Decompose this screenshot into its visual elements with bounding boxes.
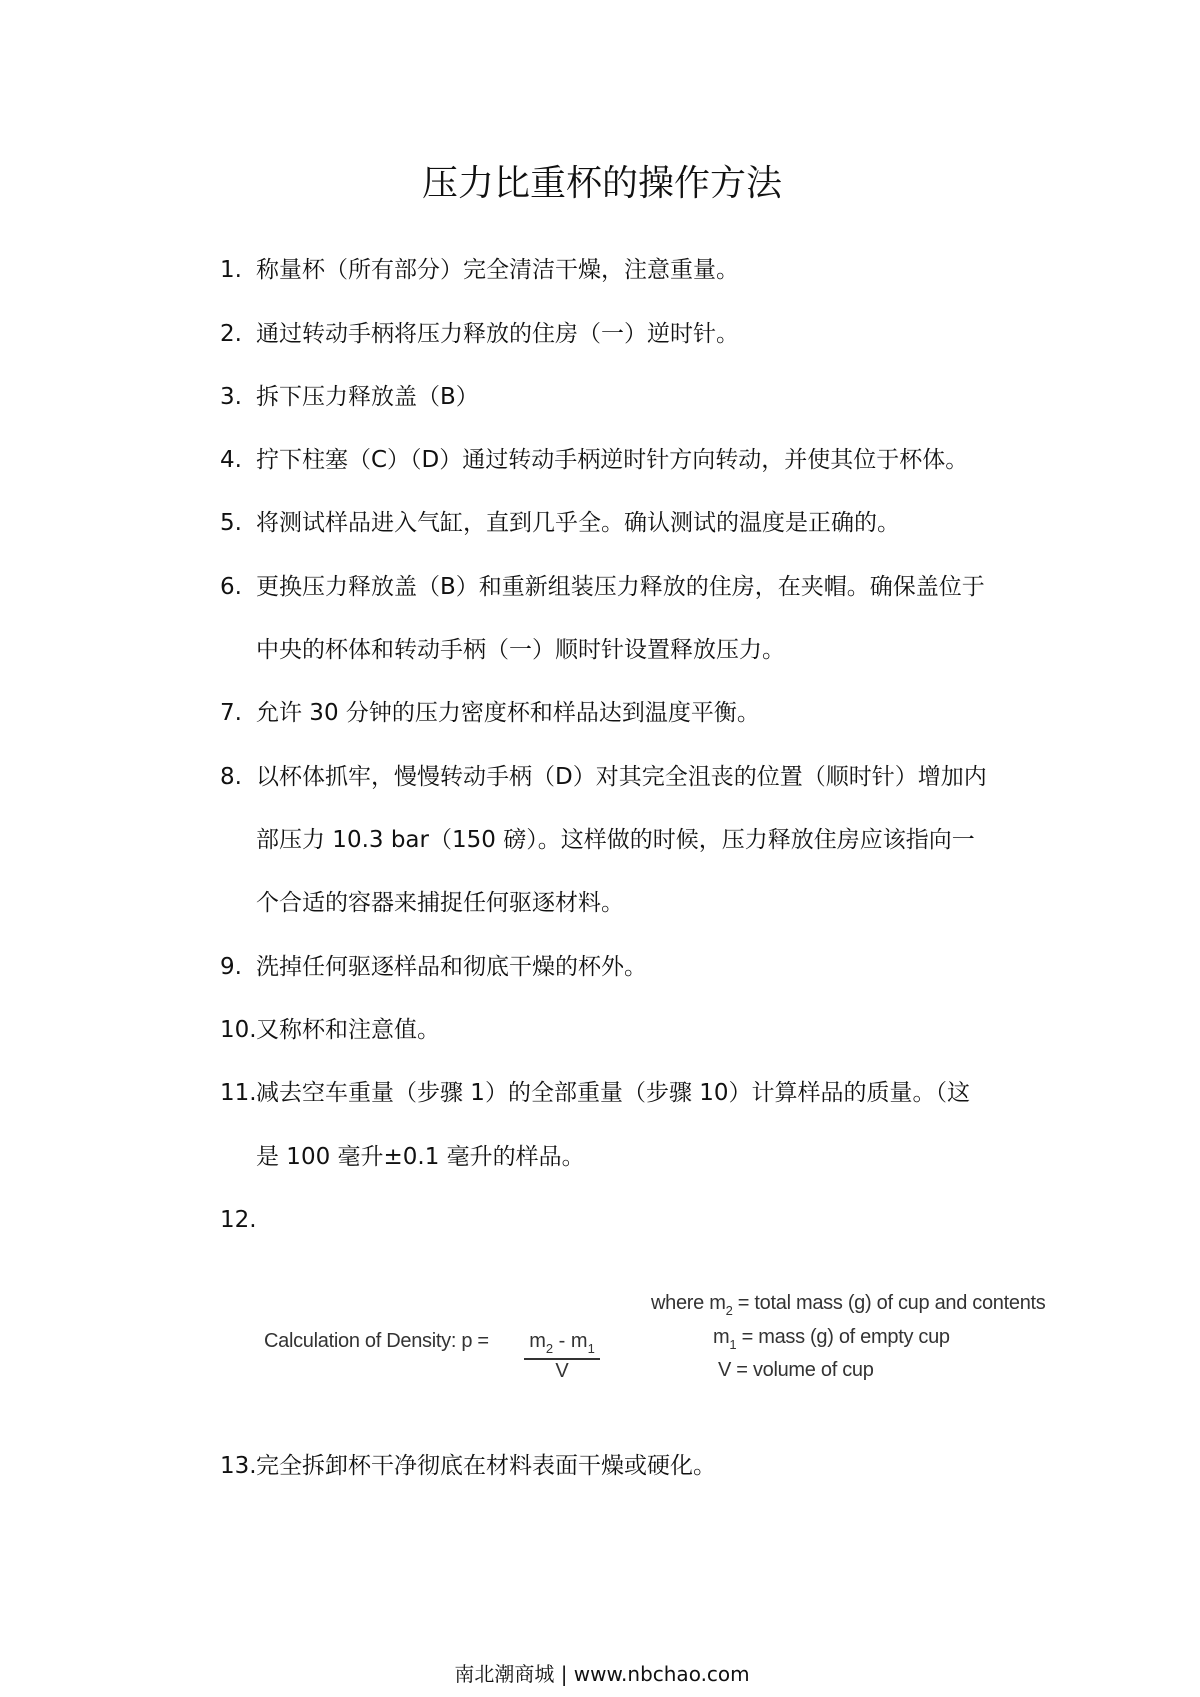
step-number: 12. — [220, 1207, 257, 1233]
step-item — [220, 1015, 440, 1045]
step-item — [220, 1451, 716, 1481]
step-number: 2. — [220, 321, 242, 347]
formula-fraction — [524, 1330, 600, 1383]
step-text: 称量杯（所有部分）完全清洁干燥，注意重量。 — [256, 257, 739, 283]
step-item — [220, 952, 647, 982]
step-number: 1. — [220, 257, 242, 283]
step-text: 是 100 毫升±0.1 毫升的样品。 — [256, 1144, 585, 1170]
step-item — [220, 698, 760, 728]
step-text: 拧下柱塞（C）（D）通过转动手柄逆时针方向转动，并使其位于杯体。 — [256, 447, 969, 473]
step-text: 完全拆卸杯干净彻底在材料表面干燥或硬化。 — [256, 1453, 716, 1479]
formula-m1: $m_1$ = mass (g) of empty cup — [713, 1326, 950, 1352]
step-item — [220, 1205, 256, 1235]
step-item — [220, 382, 479, 412]
footer: 南北潮商城 | www.nbchao.com — [454, 1662, 750, 1686]
step-text: 以杯体抓牢，慢慢转动手柄（D）对其完全沮丧的位置（顺时针）增加内 — [256, 764, 987, 790]
step-item — [220, 255, 739, 285]
step-text: 更换压力释放盖（B）和重新组装压力释放的住房，在夹帽。确保盖位于 — [256, 574, 985, 600]
step-item — [220, 762, 987, 792]
step-continuation — [256, 825, 975, 855]
step-text: 中央的杯体和转动手柄（一）顺时针设置释放压力。 — [256, 637, 785, 663]
formula-where-m2: where $m_2$ = total mass (g) of cup and contents — [651, 1292, 1046, 1318]
step-item — [220, 508, 900, 538]
step-number: 8. — [220, 764, 242, 790]
step-text: 减去空车重量（步骤 1）的全部重量（步骤 10）计算样品的质量。（这 — [256, 1080, 971, 1106]
formula-v: V = volume of cup — [718, 1359, 874, 1381]
step-text: 允许 30 分钟的压力密度杯和样品达到温度平衡。 — [256, 700, 760, 726]
step-number: 7. — [220, 700, 242, 726]
step-number: 3. — [220, 384, 242, 410]
step-number: 9. — [220, 954, 242, 980]
formula-denominator: V — [555, 1360, 569, 1382]
step-text: 洗掉任何驱逐样品和彻底干燥的杯外。 — [256, 954, 647, 980]
formula-label: Calculation of Density: p = — [264, 1330, 489, 1352]
step-number: 11. — [220, 1080, 257, 1106]
step-number: 10. — [220, 1017, 257, 1043]
step-item — [220, 319, 739, 349]
step-text: 拆下压力释放盖（B） — [256, 384, 479, 410]
step-continuation — [256, 635, 785, 665]
step-item — [220, 572, 985, 602]
step-number: 4. — [220, 447, 242, 473]
step-text: 个合适的容器来捕捉任何驱逐材料。 — [256, 890, 624, 916]
step-continuation — [256, 1142, 585, 1172]
step-text: 部压力 10.3 bar（150 磅）。这样做的时候，压力释放住房应该指向一 — [256, 827, 975, 853]
step-continuation — [256, 888, 624, 918]
step-text: 又称杯和注意值。 — [256, 1017, 440, 1043]
step-item — [220, 445, 968, 475]
formula-numerator: $m_2 - m_1$ — [524, 1330, 600, 1360]
page-title: 压力比重杯的操作方法 — [421, 163, 782, 204]
step-item — [220, 1078, 970, 1108]
step-number: 5. — [220, 510, 242, 536]
step-number: 6. — [220, 574, 242, 600]
step-text: 通过转动手柄将压力释放的住房（一）逆时针。 — [256, 321, 739, 347]
step-number: 13. — [220, 1453, 257, 1479]
step-text: 将测试样品进入气缸，直到几乎全。确认测试的温度是正确的。 — [256, 510, 900, 536]
